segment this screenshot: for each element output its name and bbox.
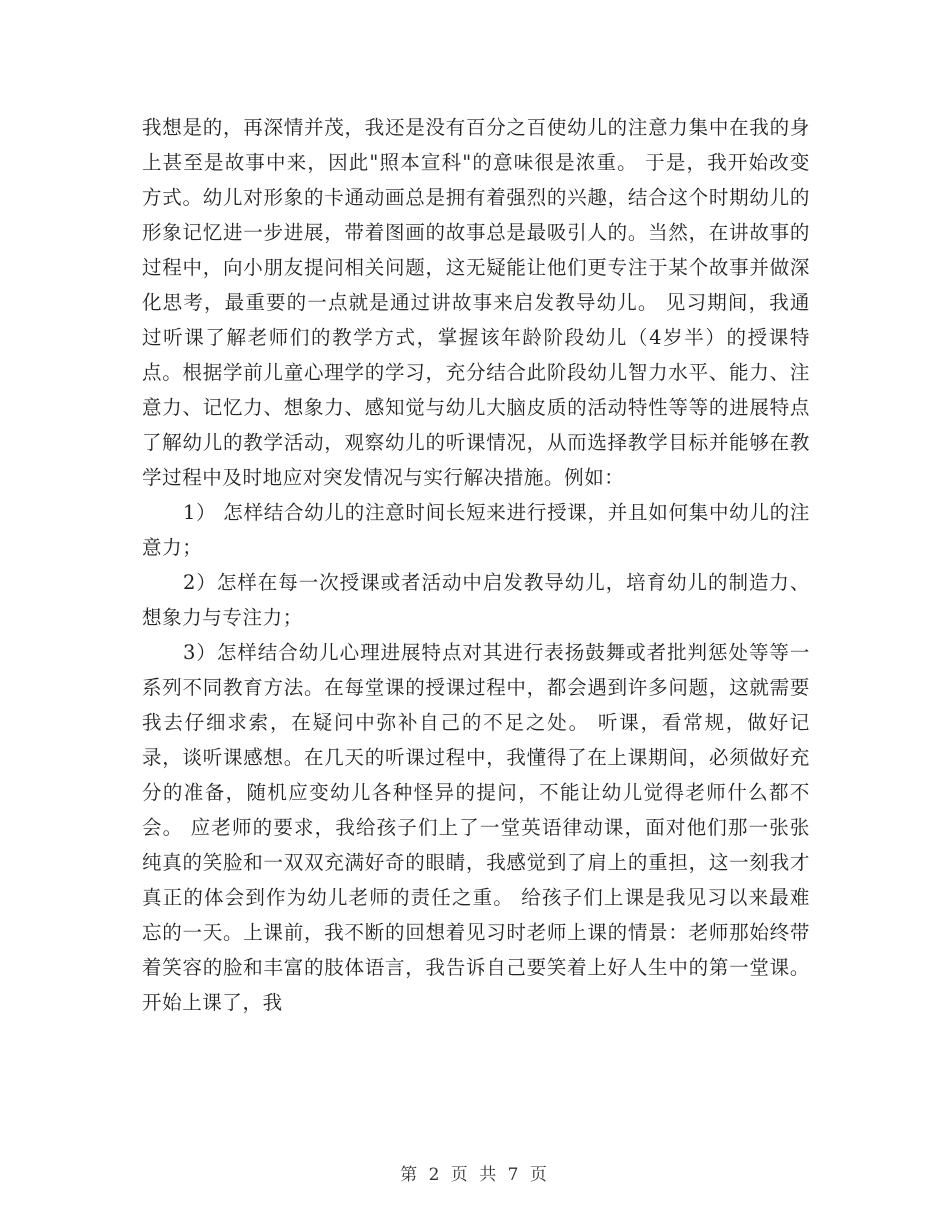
- page-number-footer: 第 2 页 共 7 页: [400, 1165, 550, 1185]
- list-item-3: 3）怎样结合幼儿心理进展特点对其进行表扬鼓舞或者批判惩处等等一系列不同教育方法。在每堂课的授课过程中，都会遇到许多问题，这就需要我去仔细求索，在疑问中弥补自己的不足之处。 听课，看常规，做好记录，谈听课感想。在几天的听课过程中，我懂得了在上课期间，必须做好充分的准备，随机应变幼儿各种怪异的提问，不能让幼儿觉得老师什么都不会。 应老师的要求，我给孩子们上了一堂英语律动课，面对他们那一张张纯真的笑脸和一双双充满好奇的眼睛，我感觉到了肩上的重担，这一刻我才真正的体会到作为幼儿老师的责任之重。 给孩子们上课是我见习以来最难忘的一天。上课前，我不断的回想着见习时老师上课的情景：老师那始终带着笑容的脸和丰富的肢体语言，我告诉自己要笑着上好人生中的第一堂课。开始上课了，我: [142, 641, 810, 1014]
- list-item-1: 1） 怎样结合幼儿的注意时间长短来进行授课，并且如何集中幼儿的注意力；: [142, 501, 810, 559]
- body-paragraph-1: 我想是的，再深情并茂，我还是没有百分之百使幼儿的注意力集中在我的身上甚至是故事中来，因此"照本宣科"的意味很是浓重。 于是，我开始改变方式。幼儿对形象的卡通动画总是拥有着强烈的兴趣，结合这个时期幼儿的形象记忆进一步进展，带着图画的故事总是最吸引人的。当然，在讲故事的过程中，向小朋友提问相关问题，这无疑能让他们更专注于某个故事并做深化思考，最重要的一点就是通过讲故事来启发教导幼儿。 见习期间，我通过听课了解老师们的教学方式，掌握该年龄阶段幼儿（4岁半）的授课特点。根据学前儿童心理学的学习，充分结合此阶段幼儿智力水平、能力、注意力、记忆力、想象力、感知觉与幼儿大脑皮质的活动特性等等的进展特点了解幼儿的教学活动，观察幼儿的听课情况，从而选择教学目标并能够在教学过程中及时地应对突发情况与实行解决措施。例如：: [142, 116, 810, 489]
- list-item-2: 2）怎样在每一次授课或者活动中启发教导幼儿，培育幼儿的制造力、想象力与专注力；: [142, 571, 810, 629]
- document-body: [142, 110, 810, 1020]
